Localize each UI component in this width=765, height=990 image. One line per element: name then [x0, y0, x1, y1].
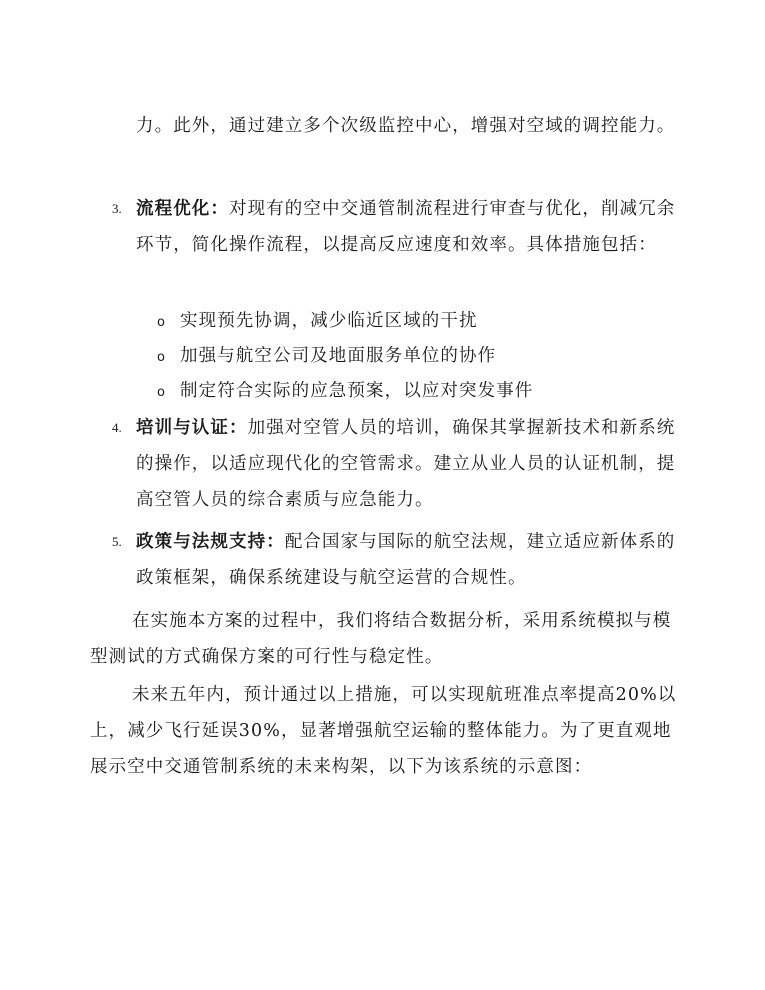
sub-list-item [157, 303, 677, 339]
sub-list-item-text: 加强与航空公司及地面服务单位的协作 [180, 346, 497, 366]
list-item-body [136, 191, 684, 263]
list-item-3 [112, 191, 684, 299]
sub-list-item-text: 制定符合实际的应急预案，以应对突发事件 [180, 381, 534, 401]
list-item-title: 培训与认证： [136, 418, 248, 438]
sub-list-item-text: 实现预先协调，减少临近区域的干扰 [180, 311, 478, 331]
sub-list-item [157, 373, 677, 409]
hollow-bullet-icon: o [157, 350, 165, 365]
list-item-4 [112, 410, 684, 518]
body-paragraph: 在实施本方案的过程中，我们将结合数据分析，采用系统模拟与模型测试的方式确保方案的可行性与稳定性。 [90, 611, 672, 667]
hollow-bullet-icon: o [157, 385, 165, 400]
continuation-paragraph: 力。此外，通过建立多个次级监控中心，增强对空域的调控能力。 [136, 116, 676, 136]
list-item-text: 配合国家与国际的航空法规，建立适应新体系的政策框架，确保系统建设与航空运营的合规性。 [136, 532, 676, 588]
list-number: 4. [112, 420, 122, 435]
body-paragraph: 未来五年内，预计通过以上措施，可以实现航班准点率提高20%以上，减少飞行延误30%，显著增强航空运输的整体能力。为了更直观地展示空中交通管制系统的未来构架，以下为该系统的示意图： [90, 685, 677, 777]
list-item-body [136, 410, 684, 518]
list-item-text: 对现有的空中交通管制流程进行审查与优化，削减冗余环节，简化操作流程，以提高反应速度和效率。具体措施包括： [136, 199, 676, 255]
list-item-title: 流程优化： [136, 199, 229, 219]
list-item-text: 加强对空管人员的培训，确保其掌握新技术和新系统的操作，以适应现代化的空管需求。建立从业人员的认证机制，提高空管人员的综合素质与应急能力。 [136, 418, 676, 510]
list-item-5 [112, 524, 684, 596]
list-number: 5. [112, 534, 122, 549]
list-number: 3. [112, 201, 122, 216]
list-item-title: 政策与法规支持： [136, 532, 285, 552]
list-item-body [136, 524, 684, 596]
hollow-bullet-icon: o [157, 315, 165, 330]
sub-list-item [157, 338, 677, 374]
